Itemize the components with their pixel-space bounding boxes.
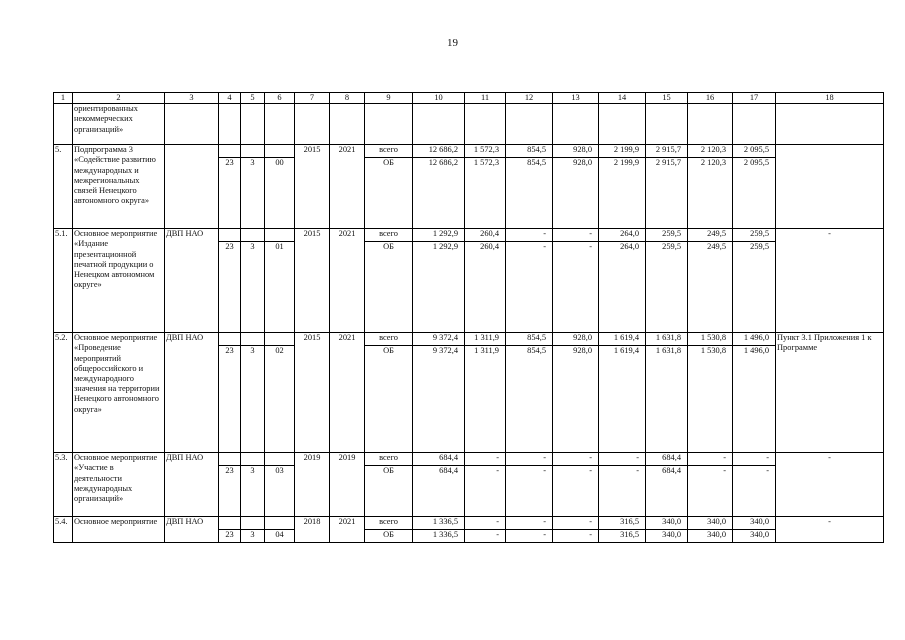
amount-y18: - [599,453,646,466]
amount-y17: 928,0 [553,346,599,453]
year-to: 2021 [330,517,365,543]
header-cell: 12 [506,93,553,104]
code-cell [219,453,241,466]
cell [365,104,413,145]
code-pp: 3 [241,158,265,229]
amount-y17: 928,0 [553,158,599,229]
code-cell [265,229,295,242]
item-number: 5. [54,145,73,229]
cell [646,104,688,145]
note: Пункт 3.1 Приложения 1 к Программе [776,333,884,453]
year-from: 2019 [295,453,330,517]
amount-y17: - [553,530,599,543]
header-cell: 2 [73,93,165,104]
item-name: Основное мероприятие «Участие в деятельности международных организаций» [73,453,165,517]
amount-y15: - [465,466,506,517]
source: ОБ [365,158,413,229]
source: ОБ [365,466,413,517]
item-number: 5.3. [54,453,73,517]
header-cell: 14 [599,93,646,104]
amount-total: 1 336,5 [413,530,465,543]
program-table [53,92,884,543]
header-cell: 8 [330,93,365,104]
year-to: 2021 [330,145,365,229]
amount-y18: 316,5 [599,517,646,530]
cell [413,104,465,145]
amount-y20: 340,0 [688,530,733,543]
amount-y17: - [553,229,599,242]
cell [599,104,646,145]
code-cell [265,333,295,346]
amount-y16: - [506,242,553,333]
item-number: 5.1. [54,229,73,333]
amount-y19: 1 631,8 [646,346,688,453]
header-cell: 15 [646,93,688,104]
continuation-row [54,104,884,145]
header-cell: 3 [165,93,219,104]
note: - [776,229,884,333]
amount-y18: 264,0 [599,229,646,242]
amount-y15: 260,4 [465,229,506,242]
amount-y20: 249,5 [688,242,733,333]
amount-y21: 2 095,5 [733,158,776,229]
header-cell: 5 [241,93,265,104]
code-cell [219,229,241,242]
amount-total: 684,4 [413,466,465,517]
code-cell [265,145,295,158]
header-cell: 10 [413,93,465,104]
amount-y21: - [733,453,776,466]
amount-y16: 854,5 [506,145,553,158]
cell [165,104,219,145]
header-cell: 4 [219,93,241,104]
amount-y20: 2 120,3 [688,158,733,229]
amount-y17: - [553,242,599,333]
program-row [54,145,884,158]
note: - [776,517,884,543]
year-from: 2015 [295,145,330,229]
amount-y17: - [553,466,599,517]
year-from: 2018 [295,517,330,543]
amount-y15: 1 572,3 [465,145,506,158]
program-row [54,453,884,466]
code-cell [241,453,265,466]
executor: ДВП НАО [165,517,219,543]
amount-y15: - [465,517,506,530]
executor: ДВП НАО [165,453,219,517]
code-gp: 23 [219,530,241,543]
header-cell: 7 [295,93,330,104]
amount-y16: 854,5 [506,333,553,346]
code-cell [241,229,265,242]
code-cell [265,453,295,466]
amount-y21: 1 496,0 [733,346,776,453]
code-om: 03 [265,466,295,517]
code-cell [219,517,241,530]
code-cell [241,333,265,346]
code-pp: 3 [241,530,265,543]
code-om: 04 [265,530,295,543]
cell [776,104,884,145]
code-gp: 23 [219,346,241,453]
amount-y20: 2 120,3 [688,145,733,158]
cell [506,104,553,145]
amount-y21: 340,0 [733,517,776,530]
code-om: 02 [265,346,295,453]
source: ОБ [365,346,413,453]
amount-y16: - [506,530,553,543]
amount-y19: 684,4 [646,453,688,466]
code-pp: 3 [241,346,265,453]
amount-total: 1 292,9 [413,242,465,333]
amount-y20: - [688,453,733,466]
code-om: 00 [265,158,295,229]
amount-y19: 259,5 [646,242,688,333]
cell [688,104,733,145]
cell [54,104,73,145]
code-pp: 3 [241,242,265,333]
amount-y18: 264,0 [599,242,646,333]
amount-y15: - [465,453,506,466]
column-number-row [54,93,884,104]
note: - [776,453,884,517]
note [776,145,884,229]
cell [330,104,365,145]
code-cell [219,145,241,158]
item-number: 5.4. [54,517,73,543]
code-cell [241,517,265,530]
amount-y21: 259,5 [733,229,776,242]
header-cell: 1 [54,93,73,104]
amount-y20: 340,0 [688,517,733,530]
cell [553,104,599,145]
year-to: 2021 [330,333,365,453]
amount-total: 9 372,4 [413,333,465,346]
amount-y19: 1 631,8 [646,333,688,346]
header-cell: 11 [465,93,506,104]
amount-y15: 1 311,9 [465,346,506,453]
item-name: Основное мероприятие [73,517,165,543]
amount-y18: 316,5 [599,530,646,543]
code-om: 01 [265,242,295,333]
executor: ДВП НАО [165,229,219,333]
program-row [54,517,884,530]
amount-y15: - [465,530,506,543]
executor: ДВП НАО [165,333,219,453]
code-gp: 23 [219,158,241,229]
amount-y18: 2 199,9 [599,145,646,158]
amount-y20: 249,5 [688,229,733,242]
code-cell [219,333,241,346]
header-cell: 17 [733,93,776,104]
cell [733,104,776,145]
amount-y20: 1 530,8 [688,346,733,453]
amount-y16: - [506,466,553,517]
amount-y19: 259,5 [646,229,688,242]
source: всего [365,229,413,242]
program-row [54,229,884,242]
page-number: 19 [447,37,458,49]
amount-total: 1 336,5 [413,517,465,530]
header-cell: 13 [553,93,599,104]
continuation-name: ориентированных некоммерческих организаций» [73,104,165,145]
amount-y19: 340,0 [646,530,688,543]
cell [219,104,241,145]
code-gp: 23 [219,466,241,517]
source: всего [365,333,413,346]
year-to: 2021 [330,229,365,333]
code-pp: 3 [241,466,265,517]
amount-y19: 2 915,7 [646,158,688,229]
amount-total: 12 686,2 [413,145,465,158]
amount-y21: - [733,466,776,517]
amount-y17: - [553,517,599,530]
header-cell: 6 [265,93,295,104]
cell [265,104,295,145]
header-cell: 16 [688,93,733,104]
amount-y18: 1 619,4 [599,346,646,453]
source: всего [365,517,413,530]
program-row [54,333,884,346]
amount-y15: 260,4 [465,242,506,333]
amount-y21: 2 095,5 [733,145,776,158]
amount-y21: 259,5 [733,242,776,333]
amount-y20: - [688,466,733,517]
amount-y19: 340,0 [646,517,688,530]
item-name: Основное мероприятие «Проведение мероприятий общероссийского и международного значения на территории Ненецкого автономного округа» [73,333,165,453]
amount-y15: 1 311,9 [465,333,506,346]
amount-y16: - [506,229,553,242]
amount-y15: 1 572,3 [465,158,506,229]
amount-y18: 1 619,4 [599,333,646,346]
cell [465,104,506,145]
item-number: 5.2. [54,333,73,453]
amount-y16: 854,5 [506,346,553,453]
cell [241,104,265,145]
amount-total: 9 372,4 [413,346,465,453]
amount-total: 12 686,2 [413,158,465,229]
amount-y20: 1 530,8 [688,333,733,346]
amount-y18: - [599,466,646,517]
amount-y17: 928,0 [553,145,599,158]
source: всего [365,453,413,466]
amount-y16: - [506,517,553,530]
item-name: Основное мероприятие «Издание презентационной печатной продукции о Ненецком автономном округе» [73,229,165,333]
source: ОБ [365,242,413,333]
amount-total: 1 292,9 [413,229,465,242]
amount-y16: - [506,453,553,466]
amount-total: 684,4 [413,453,465,466]
amount-y16: 854,5 [506,158,553,229]
code-gp: 23 [219,242,241,333]
amount-y21: 1 496,0 [733,333,776,346]
cell [295,104,330,145]
amount-y17: - [553,453,599,466]
executor [165,145,219,229]
year-from: 2015 [295,333,330,453]
source: ОБ [365,530,413,543]
code-cell [241,145,265,158]
item-name: Подпрограмма 3 «Содействие развитию международных и межрегиональных связей Ненецкого автономного округа» [73,145,165,229]
header-cell: 18 [776,93,884,104]
year-to: 2019 [330,453,365,517]
source: всего [365,145,413,158]
amount-y21: 340,0 [733,530,776,543]
amount-y17: 928,0 [553,333,599,346]
year-from: 2015 [295,229,330,333]
amount-y19: 2 915,7 [646,145,688,158]
header-cell: 9 [365,93,413,104]
amount-y19: 684,4 [646,466,688,517]
code-cell [265,517,295,530]
amount-y18: 2 199,9 [599,158,646,229]
